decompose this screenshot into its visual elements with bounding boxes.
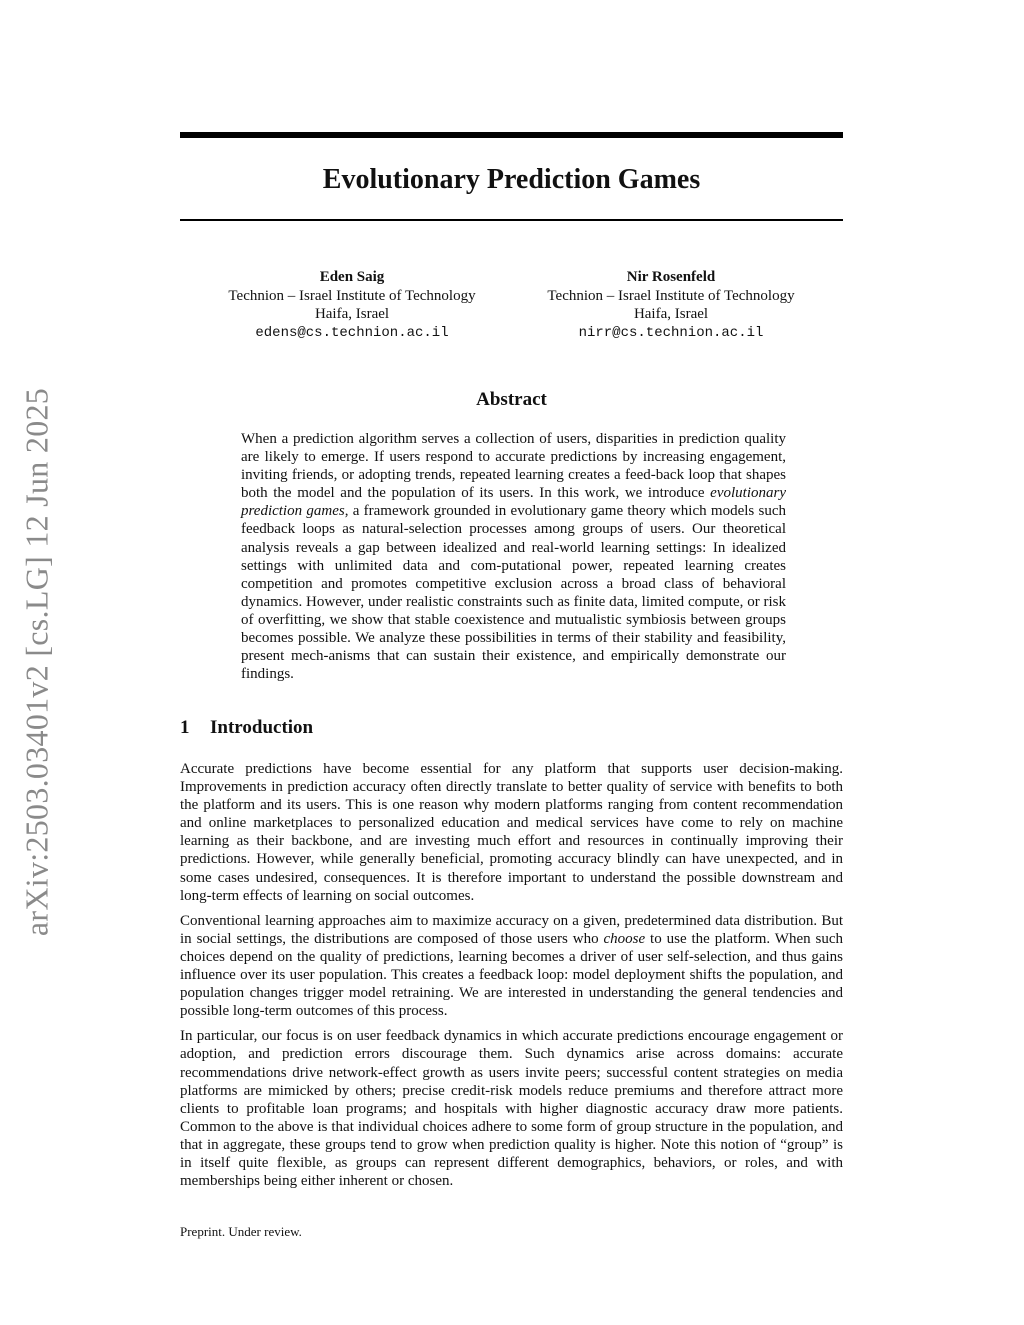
introduction-body (180, 760, 843, 1197)
paragraph (180, 912, 843, 1021)
title-bottom-rule (180, 219, 843, 221)
author-affiliation: Technion – Israel Institute of Technology (547, 287, 795, 304)
author-location: Haifa, Israel (633, 306, 709, 322)
paragraph-emphasis: choose (603, 930, 646, 947)
abstract-heading: Abstract (476, 389, 547, 410)
author-block-1 (192, 268, 512, 342)
section-title: Introduction (210, 717, 314, 738)
author-name: Nir Rosenfeld (626, 269, 716, 285)
title-top-rule (180, 132, 843, 138)
arxiv-identifier: arXiv:2503.03401v2 [cs.LG] 12 Jun 2025 (18, 387, 55, 937)
paragraph: In particular, our focus is on user feedback dynamics in which accurate predictions encourage engagement or adoption, and prediction errors discourage them. Such dynamics arise across domains: accurate recommendations drive network-effect growth as users invite peers; successful content strategies on media platforms are mimicked by others; precise credit-risk models reduce premiums and therefore attract more clients to profitable loan programs; and hospitals with higher diagnostic accuracy draw more patients. Common to the above is that individual choices adhere to some form of group structure in the population, and that in aggregate, these groups tend to grow when prediction quality is higher. Note this notion of “group” is in itself quite flexible, as groups can represent different demographics, behaviors, or roles, and with memberships being either inherent or chosen. (180, 1028, 843, 1190)
abstract-text-part: , a framework grounded in evolutionary game theory which models such feedback loops as natural-selection processes among groups of users. Our theoretical analysis reveals a gap between idealized and real-world learning settings: In idealized settings with unlimited data and com-putational power, repeated learning creates competition and promotes competitive exclusion across a broad class of behavioral dynamics. However, under realistic constraints such as finite data, limited compute, or risk of overfitting, we show that stable coexistence and mutualistic symbiosis between groups becomes possible. We analyze these possibilities in terms of their stability and feasibility, present mech-anisms that can sustain their existence, and empirically demonstrate our findings. (241, 503, 786, 683)
paper-title: Evolutionary Prediction Games (322, 164, 701, 195)
section-number: 1 (180, 717, 190, 738)
footer-note: Preprint. Under review. (180, 1224, 302, 1239)
author-email[interactable]: nirr@cs.technion.ac.il (578, 324, 764, 341)
section-heading (180, 716, 843, 740)
paragraph: Accurate predictions have become essential for any platform that supports user decision-making. Improvements in prediction accuracy often directly translate to better quality of service with benefits to both the platform and its users. This is one reason why modern platforms ranging from content recommendation and online marketplaces to personalized education and medical services have come to rely on machine learning as their backbone, and are investing much effort and resources in continually improving their predictions. However, while generally beneficial, promoting accuracy blindly can have unexpected, and in some cases undesired, consequences. It is therefore important to understand the possible downstream and long-term effects of learning on social outcomes. (180, 761, 843, 904)
author-name: Eden Saig (319, 269, 385, 285)
abstract-emphasis: evolutionary prediction games (241, 485, 786, 520)
author-affiliation: Technion – Israel Institute of Technology (228, 287, 476, 304)
paragraph-text-part: Conventional learning approaches aim to maximize accuracy on a given, predetermined data distribution. But in social settings, the distributions are composed of those users who (180, 912, 843, 947)
author-block-2 (511, 268, 831, 342)
author-location: Haifa, Israel (314, 306, 390, 322)
abstract-text-part: When a prediction algorithm serves a collection of users, disparities in prediction quality are likely to emerge. If users respond to accurate predictions by increasing engagement, inviting friends, or adopting trends, repeated learning creates a feed-back loop that shapes both the model and the population of its users. In this work, we introduce (241, 431, 786, 502)
abstract-text (241, 430, 786, 683)
author-email[interactable]: edens@cs.technion.ac.il (255, 324, 449, 341)
paragraph-text-part: to use the platform. When such choices depend on the quality of predictions, learning becomes a driver of user self-selection, and thus gains influence over its user population. This creates a feedback loop: model deployment shifts the population, and population changes trigger model retraining. We are interested in understanding the general tendencies and possible long-term outcomes of this process. (180, 930, 843, 1020)
